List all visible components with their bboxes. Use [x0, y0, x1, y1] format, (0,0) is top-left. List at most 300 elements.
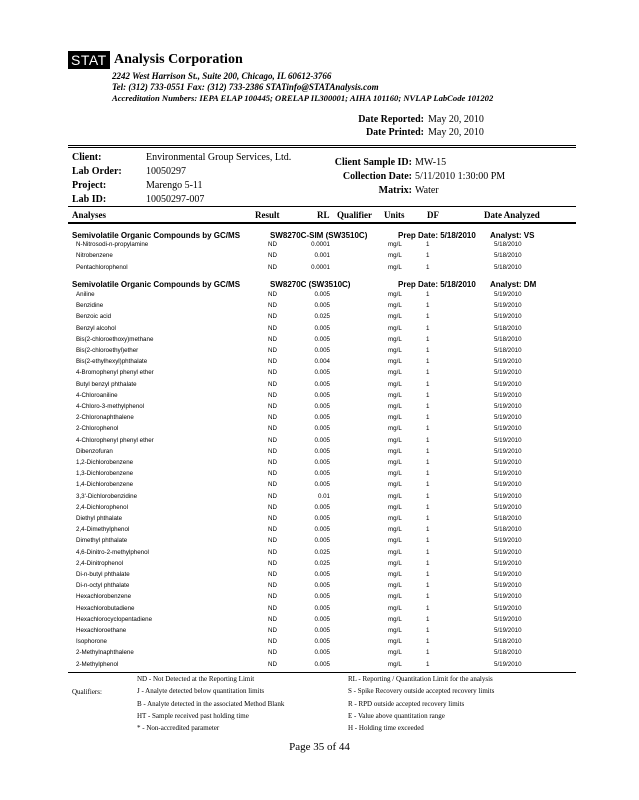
table-row [0, 240, 639, 250]
qualifier-definition: R - RPD outside accepted recovery limits [348, 699, 465, 708]
date-analyzed-value: 5/19/2010 [494, 593, 522, 601]
units-value: mg/L [388, 537, 402, 545]
rl-value: 0.005 [314, 447, 330, 455]
table-row [0, 312, 639, 322]
rl-value: 0.0001 [311, 263, 330, 271]
analyte-name: 1,3-Dichlorobenzene [76, 470, 134, 478]
qualifier-definition: B - Analyte detected in the associated Method Blank [137, 699, 285, 708]
qualifier-definition: * - Non-accredited parameter [137, 724, 220, 733]
table-row [0, 301, 639, 311]
result-value: ND [268, 313, 277, 321]
table-row [0, 581, 639, 591]
rl-value: 0.005 [314, 615, 330, 623]
rl-value: 0.005 [314, 481, 330, 489]
df-value: 1 [426, 582, 430, 590]
analyte-name: Bis(2-chloroethoxy)methane [76, 335, 154, 343]
date-analyzed-value: 5/19/2010 [494, 414, 522, 422]
analyte-name: 2-Methylnaphthalene [76, 649, 134, 657]
rl-value: 0.001 [314, 252, 330, 260]
col-qualifier: Qualifier [337, 210, 372, 220]
analyte-name: Pentachlorophenol [76, 263, 128, 271]
table-row [0, 380, 639, 390]
rl-value: 0.025 [314, 559, 330, 567]
date-analyzed-value: 5/19/2010 [494, 503, 522, 511]
rl-value: 0.005 [314, 582, 330, 590]
units-value: mg/L [388, 604, 402, 612]
df-value: 1 [426, 302, 430, 310]
date-analyzed-value: 5/19/2010 [494, 615, 522, 623]
units-value: mg/L [388, 638, 402, 646]
table-row [0, 335, 639, 345]
table-row [0, 413, 639, 423]
df-value: 1 [426, 335, 430, 343]
rl-value: 0.005 [314, 638, 330, 646]
rl-value: 0.005 [314, 660, 330, 668]
date-analyzed-value: 5/19/2010 [494, 313, 522, 321]
units-value: mg/L [388, 593, 402, 601]
date-analyzed-value: 5/18/2010 [494, 263, 522, 271]
rl-value: 0.005 [314, 347, 330, 354]
date-analyzed-value: 5/19/2010 [494, 380, 522, 388]
rl-value: 0.005 [314, 649, 330, 657]
date-reported-label: Date Reported: [358, 114, 424, 125]
result-value: ND [268, 660, 277, 668]
date-analyzed-value: 5/19/2010 [494, 369, 522, 377]
result-value: ND [268, 335, 277, 343]
table-row [0, 324, 639, 334]
analyte-name: N-Nitrosodi-n-propylamine [76, 241, 149, 248]
analyte-name: Dibenzofuran [76, 447, 113, 455]
analyte-name: 4-Chloro-3-methylphenol [76, 403, 145, 410]
units-value: mg/L [388, 503, 402, 511]
analyte-name: Bis(2-chloroethyl)ether [76, 347, 139, 354]
analyte-name: 3,3'-Dichlorobenzidine [76, 492, 138, 500]
rl-value: 0.005 [314, 503, 330, 511]
stat-logo: STAT [68, 51, 110, 69]
analyte-name: 4-Chloroaniline [76, 391, 118, 399]
collection-date-value: 5/11/2010 1:30:00 PM [415, 171, 506, 182]
table-row [0, 290, 639, 300]
analyte-name: 2,4-Dimethylphenol [76, 526, 130, 534]
df-value: 1 [426, 515, 430, 522]
units-value: mg/L [388, 241, 402, 248]
df-value: 1 [426, 537, 430, 545]
analyte-name: Benzoic acid [76, 313, 112, 321]
analyte-name: 2,4-Dichlorophenol [76, 503, 128, 511]
table-row [0, 391, 639, 401]
section-method: SW8270C (SW3510C) [270, 280, 351, 289]
col-df: DF [427, 210, 439, 220]
units-value: mg/L [388, 414, 402, 422]
divider [68, 206, 576, 207]
df-value: 1 [426, 649, 430, 657]
analyte-name: 4,6-Dinitro-2-methylphenol [76, 548, 149, 556]
client-label: Client: [72, 152, 102, 163]
lab-order-value: 10050297 [146, 166, 186, 177]
col-units: Units [384, 210, 405, 220]
result-value: ND [268, 515, 277, 522]
rl-value: 0.005 [314, 335, 330, 343]
project-value: Marengo 5-11 [146, 180, 203, 191]
matrix-value: Water [415, 185, 439, 196]
result-value: ND [268, 459, 277, 466]
table-row [0, 402, 639, 412]
units-value: mg/L [388, 369, 402, 377]
qualifier-definition: J - Analyte detected below quantitation limits [137, 687, 265, 696]
df-value: 1 [426, 470, 430, 478]
date-analyzed-value: 5/18/2010 [494, 241, 522, 248]
df-value: 1 [426, 459, 430, 466]
units-value: mg/L [388, 515, 402, 522]
df-value: 1 [426, 660, 430, 668]
lab-id-value: 10050297-007 [146, 194, 205, 205]
units-value: mg/L [388, 481, 402, 489]
table-row [0, 346, 639, 356]
rl-value: 0.005 [314, 414, 330, 422]
table-row [0, 503, 639, 513]
df-value: 1 [426, 369, 430, 377]
df-value: 1 [426, 481, 430, 489]
df-value: 1 [426, 638, 430, 646]
df-value: 1 [426, 291, 430, 298]
df-value: 1 [426, 425, 430, 433]
rl-value: 0.005 [314, 324, 330, 332]
company-contact: Tel: (312) 733-0551 Fax: (312) 733-2386 STATinfo@STATAnalysis.com [112, 82, 379, 92]
df-value: 1 [426, 436, 430, 444]
date-analyzed-value: 5/19/2010 [494, 660, 522, 668]
accreditation-numbers: Accreditation Numbers: IEPA ELAP 100445; ORELAP IL300001; AIHA 101160; NVLAP LabCode 101202 [112, 93, 494, 103]
units-value: mg/L [388, 649, 402, 657]
rl-value: 0.005 [314, 571, 330, 578]
date-analyzed-value: 5/19/2010 [494, 447, 522, 455]
analyte-name: Hexachlorocyclopentadiene [76, 615, 153, 623]
divider [68, 145, 576, 146]
qualifier-definition: ND - Not Detected at the Reporting Limit [137, 675, 255, 683]
result-value: ND [268, 436, 277, 444]
rl-value: 0.005 [314, 604, 330, 612]
result-value: ND [268, 391, 277, 399]
df-value: 1 [426, 559, 430, 567]
rl-value: 0.005 [314, 302, 330, 310]
rl-value: 0.005 [314, 537, 330, 545]
date-printed-label: Date Printed: [365, 127, 424, 138]
date-analyzed-value: 5/18/2010 [494, 649, 522, 657]
date-analyzed-value: 5/18/2010 [494, 252, 522, 260]
analyte-name: Bis(2-ethylhexyl)phthalate [76, 358, 148, 366]
result-value: ND [268, 358, 277, 366]
analyte-name: Dimethyl phthalate [76, 537, 128, 545]
result-value: ND [268, 537, 277, 545]
table-row [0, 626, 639, 636]
date-analyzed-value: 5/19/2010 [494, 559, 522, 567]
table-row [0, 424, 639, 434]
result-value: ND [268, 252, 277, 260]
rl-value: 0.005 [314, 470, 330, 478]
table-row [0, 514, 639, 524]
df-value: 1 [426, 593, 430, 601]
result-value: ND [268, 492, 277, 500]
rl-value: 0.005 [314, 593, 330, 601]
df-value: 1 [426, 526, 430, 534]
result-value: ND [268, 582, 277, 590]
units-value: mg/L [388, 425, 402, 433]
df-value: 1 [426, 627, 430, 634]
df-value: 1 [426, 252, 430, 260]
date-analyzed-value: 5/19/2010 [494, 391, 522, 399]
table-row [0, 263, 639, 273]
df-value: 1 [426, 380, 430, 388]
date-analyzed-value: 5/19/2010 [494, 481, 522, 489]
analyte-name: Benzidine [76, 302, 104, 310]
analyte-name: 1,2-Dichlorobenzene [76, 459, 134, 466]
df-value: 1 [426, 548, 430, 556]
date-analyzed-value: 5/19/2010 [494, 358, 522, 366]
table-row [0, 480, 639, 490]
analyte-name: Diethyl phthalate [76, 515, 123, 522]
analyte-name: Nitrobenzene [76, 252, 113, 260]
lab-id-label: Lab ID: [72, 194, 107, 205]
analyte-name: Benzyl alcohol [76, 324, 116, 332]
units-value: mg/L [388, 447, 402, 455]
date-analyzed-value: 5/19/2010 [494, 470, 522, 478]
qualifier-definition: S - Spike Recovery outside accepted recovery limits [348, 687, 495, 696]
analyte-name: Aniline [76, 291, 95, 298]
qualifiers-label: Qualifiers: [72, 688, 102, 696]
client-sample-id-label: Client Sample ID: [334, 157, 412, 168]
result-value: ND [268, 470, 277, 478]
df-value: 1 [426, 447, 430, 455]
df-value: 1 [426, 604, 430, 612]
table-row [0, 357, 639, 367]
date-analyzed-value: 5/18/2010 [494, 324, 522, 332]
result-value: ND [268, 291, 277, 298]
date-analyzed-value: 5/19/2010 [494, 537, 522, 545]
units-value: mg/L [388, 627, 402, 634]
section-title: Semivolatile Organic Compounds by GC/MS [72, 280, 241, 289]
divider [68, 672, 576, 673]
rl-value: 0.005 [314, 459, 330, 466]
table-row [0, 559, 639, 569]
analyte-name: Isophorone [76, 638, 107, 646]
df-value: 1 [426, 313, 430, 321]
qualifier-definition: H - Holding time exceeded [348, 724, 424, 733]
section-prep-date: Prep Date: 5/18/2010 [398, 231, 476, 240]
units-value: mg/L [388, 492, 402, 500]
client-sample-id-value: MW-15 [415, 157, 447, 168]
df-value: 1 [426, 324, 430, 332]
units-value: mg/L [388, 559, 402, 567]
col-rl: RL [317, 210, 330, 220]
analyte-name: 2-Chloronaphthalene [76, 414, 134, 422]
analyte-name: Hexachlorobutadiene [76, 604, 135, 612]
rl-value: 0.005 [314, 380, 330, 388]
df-value: 1 [426, 263, 430, 271]
date-analyzed-value: 5/19/2010 [494, 627, 522, 634]
rl-value: 0.005 [314, 515, 330, 522]
table-row [0, 592, 639, 602]
table-row [0, 637, 639, 647]
units-value: mg/L [388, 436, 402, 444]
df-value: 1 [426, 347, 430, 354]
rl-value: 0.005 [314, 291, 330, 298]
units-value: mg/L [388, 324, 402, 332]
section-analyst: Analyst: DM [490, 280, 537, 289]
table-row [0, 447, 639, 457]
units-value: mg/L [388, 252, 402, 260]
result-value: ND [268, 571, 277, 578]
section-prep-date: Prep Date: 5/18/2010 [398, 280, 476, 289]
units-value: mg/L [388, 391, 402, 399]
project-label: Project: [72, 180, 107, 191]
df-value: 1 [426, 503, 430, 511]
result-value: ND [268, 638, 277, 646]
qualifier-definition: HT - Sample received past holding time [137, 711, 249, 720]
df-value: 1 [426, 241, 430, 248]
result-value: ND [268, 241, 277, 248]
analyte-name: 2,4-Dinitrophenol [76, 559, 124, 567]
col-result: Result [255, 210, 280, 220]
units-value: mg/L [388, 291, 402, 298]
table-row [0, 525, 639, 535]
units-value: mg/L [388, 358, 402, 366]
rl-value: 0.004 [314, 358, 330, 366]
date-analyzed-value: 5/19/2010 [494, 459, 522, 466]
rl-value: 0.005 [314, 403, 330, 410]
table-row [0, 536, 639, 546]
table-row [0, 458, 639, 468]
units-value: mg/L [388, 347, 402, 354]
result-value: ND [268, 447, 277, 455]
section-analyst: Analyst: VS [490, 231, 535, 240]
date-analyzed-value: 5/19/2010 [494, 582, 522, 590]
company-address: 2242 West Harrison St., Suite 200, Chicago, IL 60612-3766 [112, 71, 332, 81]
units-value: mg/L [388, 302, 402, 310]
analyte-name: 1,4-Dichlorobenzene [76, 481, 134, 489]
lab-order-label: Lab Order: [72, 166, 122, 177]
table-row [0, 660, 639, 670]
table-row [0, 604, 639, 614]
analyte-name: 2-Methylphenol [76, 660, 119, 668]
units-value: mg/L [388, 526, 402, 534]
rl-value: 0.005 [314, 369, 330, 377]
result-value: ND [268, 559, 277, 567]
df-value: 1 [426, 615, 430, 623]
units-value: mg/L [388, 313, 402, 321]
units-value: mg/L [388, 615, 402, 623]
result-value: ND [268, 649, 277, 657]
analyte-name: Hexachloroethane [76, 627, 127, 634]
df-value: 1 [426, 403, 430, 410]
df-value: 1 [426, 414, 430, 422]
result-value: ND [268, 324, 277, 332]
result-value: ND [268, 526, 277, 534]
analyte-name: 4-Bromophenyl phenyl ether [76, 369, 154, 377]
col-analyses: Analyses [72, 210, 107, 220]
qualifier-definition: RL - Reporting / Quantitation Limit for the analysis [348, 675, 493, 683]
analyte-name: Butyl benzyl phthalate [76, 380, 137, 388]
table-row [0, 492, 639, 502]
units-value: mg/L [388, 380, 402, 388]
date-analyzed-value: 5/19/2010 [494, 425, 522, 433]
result-value: ND [268, 263, 277, 271]
date-analyzed-value: 5/18/2010 [494, 515, 522, 522]
units-value: mg/L [388, 403, 402, 410]
date-reported-value: May 20, 2010 [428, 114, 484, 125]
df-value: 1 [426, 492, 430, 500]
company-name: Analysis Corporation [114, 52, 243, 67]
rl-value: 0.0001 [311, 241, 330, 248]
analyte-name: Di-n-octyl phthalate [76, 582, 130, 590]
analyte-name: 4-Chlorophenyl phenyl ether [76, 436, 154, 444]
df-value: 1 [426, 391, 430, 399]
result-value: ND [268, 347, 277, 354]
date-analyzed-value: 5/18/2010 [494, 526, 522, 534]
date-analyzed-value: 5/19/2010 [494, 436, 522, 444]
units-value: mg/L [388, 459, 402, 466]
client-value: Environmental Group Services, Ltd. [146, 152, 292, 163]
analyte-name: 2-Chlorophenol [76, 425, 119, 433]
date-analyzed-value: 5/18/2010 [494, 638, 522, 646]
date-analyzed-value: 5/19/2010 [494, 302, 522, 310]
units-value: mg/L [388, 263, 402, 271]
rl-value: 0.005 [314, 627, 330, 634]
rl-value: 0.025 [314, 313, 330, 321]
rl-value: 0.005 [314, 526, 330, 534]
date-analyzed-value: 5/19/2010 [494, 548, 522, 556]
rl-value: 0.01 [317, 492, 330, 500]
result-value: ND [268, 403, 277, 410]
units-value: mg/L [388, 470, 402, 478]
result-value: ND [268, 593, 277, 601]
table-row [0, 436, 639, 446]
df-value: 1 [426, 571, 430, 578]
date-analyzed-value: 5/18/2010 [494, 347, 522, 354]
analyte-name: Di-n-butyl phthalate [76, 571, 130, 578]
divider [68, 147, 576, 148]
rl-value: 0.005 [314, 391, 330, 399]
result-value: ND [268, 615, 277, 623]
matrix-label: Matrix: [378, 185, 412, 196]
section-method: SW8270C-SIM (SW3510C) [270, 231, 368, 240]
table-row [0, 368, 639, 378]
units-value: mg/L [388, 571, 402, 578]
units-value: mg/L [388, 335, 402, 343]
result-value: ND [268, 414, 277, 422]
qualifier-definition: E - Value above quantitation range [348, 711, 445, 720]
result-value: ND [268, 302, 277, 310]
df-value: 1 [426, 358, 430, 366]
result-value: ND [268, 481, 277, 489]
units-value: mg/L [388, 582, 402, 590]
collection-date-label: Collection Date: [342, 171, 412, 182]
date-analyzed-value: 5/19/2010 [494, 492, 522, 500]
result-value: ND [268, 503, 277, 511]
units-value: mg/L [388, 548, 402, 556]
date-analyzed-value: 5/19/2010 [494, 403, 522, 410]
table-row [0, 469, 639, 479]
section-title: Semivolatile Organic Compounds by GC/MS [72, 231, 241, 240]
result-value: ND [268, 369, 277, 377]
table-row [0, 570, 639, 580]
table-row [0, 615, 639, 625]
table-row [0, 548, 639, 558]
rl-value: 0.025 [314, 548, 330, 556]
page-number: Page 35 of 44 [289, 741, 350, 753]
result-value: ND [268, 627, 277, 634]
date-analyzed-value: 5/19/2010 [494, 604, 522, 612]
result-value: ND [268, 548, 277, 556]
units-value: mg/L [388, 660, 402, 668]
